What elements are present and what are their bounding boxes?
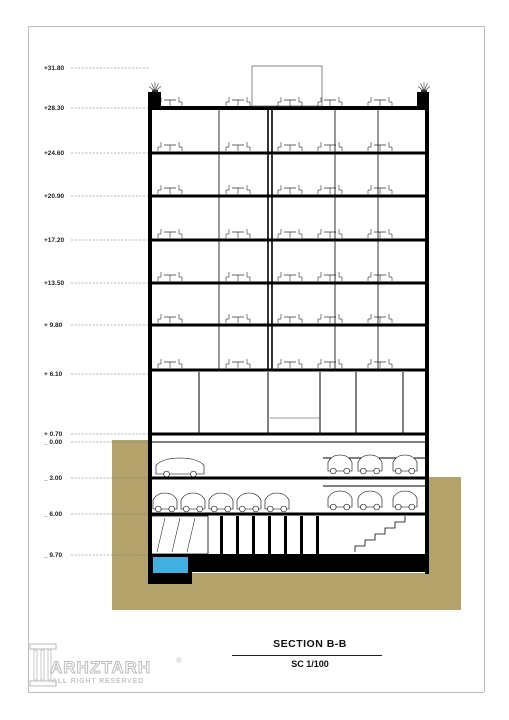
title-underline (232, 655, 382, 656)
table-chairs-icon (368, 142, 392, 151)
chair (389, 272, 392, 281)
chair (318, 97, 321, 106)
car-icon (156, 458, 204, 477)
elevation-label: + 9.80 (44, 322, 63, 330)
left-wall (148, 92, 152, 574)
glass-panel-line (172, 518, 180, 552)
parapet-left (149, 92, 161, 107)
basement-column (236, 516, 239, 554)
car-icon (209, 493, 233, 512)
floor-slab (150, 369, 427, 372)
basement-column (316, 516, 319, 554)
car-wheel (253, 506, 259, 512)
chair (226, 142, 229, 151)
section-title: SECTION B-B (273, 638, 347, 650)
chair (247, 229, 250, 238)
plant-icon (149, 82, 161, 92)
chair (278, 359, 281, 368)
table-chairs-icon (368, 359, 392, 368)
floor-slab (150, 239, 427, 242)
plant-pot (152, 90, 158, 92)
chair (278, 142, 281, 151)
chair (278, 97, 281, 106)
chair (368, 314, 371, 323)
chair (247, 185, 250, 194)
car-wheel (197, 506, 203, 512)
elevation-label: _ 6.00 (44, 511, 63, 519)
chair (368, 142, 371, 151)
chair (179, 314, 182, 323)
chair (389, 314, 392, 323)
elevation-label: +31.80 (44, 65, 65, 73)
floor-slab (150, 152, 427, 155)
chair (179, 359, 182, 368)
chair (339, 142, 342, 151)
elevation-label: _ 0.00 (44, 439, 63, 447)
floor-slab (150, 477, 427, 480)
table-chairs-icon (278, 229, 302, 238)
chair (299, 272, 302, 281)
chair (158, 314, 161, 323)
car-body (156, 458, 204, 474)
table-chairs-icon (318, 97, 342, 106)
car-wheel (395, 468, 401, 474)
chair (389, 142, 392, 151)
car-wheel (360, 504, 366, 510)
chair (158, 142, 161, 151)
car-wheel (239, 506, 245, 512)
table-chairs-icon (226, 229, 250, 238)
chair (318, 185, 321, 194)
chair (368, 97, 371, 106)
table-chairs-icon (158, 185, 182, 194)
table-chairs-icon (226, 185, 250, 194)
chair (226, 229, 229, 238)
table-chairs-icon (318, 314, 342, 323)
elevation-label: +28.30 (44, 105, 65, 113)
right-wall (425, 92, 429, 574)
table-chairs-icon (158, 359, 182, 368)
chair (158, 272, 161, 281)
plant-icon (418, 82, 430, 92)
car-icon (393, 491, 417, 510)
chair (299, 229, 302, 238)
chair (179, 272, 182, 281)
chair (299, 97, 302, 106)
table-chairs-icon (278, 185, 302, 194)
floor-slab (150, 324, 427, 327)
basement-column (220, 516, 223, 554)
floor-slab (150, 513, 427, 516)
car-wheel (330, 468, 336, 474)
floor-slab (150, 433, 427, 436)
chair (226, 97, 229, 106)
table-chairs-icon (278, 97, 302, 106)
car-wheel (374, 504, 380, 510)
table-chairs-icon (158, 272, 182, 281)
table-chairs-icon (368, 229, 392, 238)
chair (339, 185, 342, 194)
car-icon (153, 493, 177, 512)
car-wheel (330, 504, 336, 510)
soil-right (427, 477, 461, 573)
chair (318, 272, 321, 281)
chair (299, 314, 302, 323)
chair (299, 142, 302, 151)
basement-column (300, 516, 303, 554)
chair (179, 229, 182, 238)
table-chairs-icon (158, 142, 182, 151)
elevation-label: +24.60 (44, 150, 65, 158)
car-wheel (344, 468, 350, 474)
chair (339, 359, 342, 368)
chair (389, 97, 392, 106)
chair (339, 97, 342, 106)
chair (247, 97, 250, 106)
chair (179, 142, 182, 151)
chair (226, 359, 229, 368)
table-chairs-icon (368, 97, 392, 106)
car-wheel (281, 506, 287, 512)
table-chairs-icon (226, 359, 250, 368)
watermark-logo (28, 640, 188, 692)
registered-mark: ® (176, 656, 182, 665)
chair (389, 359, 392, 368)
chair (226, 314, 229, 323)
elevation-label: +13.50 (44, 280, 65, 288)
chair (368, 272, 371, 281)
car-wheel (395, 504, 401, 510)
table-chairs-icon (278, 359, 302, 368)
drawing-scale: SC 1/100 (291, 659, 329, 669)
chair (278, 314, 281, 323)
chair (339, 229, 342, 238)
table-chairs-icon (226, 314, 250, 323)
car-icon (265, 493, 289, 512)
car-wheel (360, 468, 366, 474)
soil-bottom (149, 573, 461, 610)
table-chairs-icon (318, 229, 342, 238)
chair (389, 229, 392, 238)
car-icon (237, 493, 261, 512)
chair (318, 314, 321, 323)
soil-left (112, 440, 149, 610)
car-icon (328, 455, 352, 474)
table-chairs-icon (158, 314, 182, 323)
table-chairs-icon (368, 185, 392, 194)
title-block (220, 636, 400, 672)
watermark-name: ARHZTARH (50, 658, 152, 677)
car-wheel (409, 468, 415, 474)
table-chairs-icon (318, 272, 342, 281)
table-chairs-icon (278, 314, 302, 323)
table-chairs-icon (318, 359, 342, 368)
car-icon (393, 455, 417, 474)
car-wheel (225, 506, 231, 512)
table-chairs-icon (226, 272, 250, 281)
car-wheel (409, 504, 415, 510)
chair (318, 229, 321, 238)
table-chairs-icon (318, 142, 342, 151)
chair (226, 272, 229, 281)
car-wheel (155, 506, 161, 512)
floor-slab (150, 282, 427, 285)
parapet-right (417, 92, 428, 107)
watermark-subtitle: ALL RIGHT RESERVED (52, 678, 144, 685)
car-wheel (191, 471, 197, 477)
basement-column (284, 516, 287, 554)
table-chairs-icon (368, 314, 392, 323)
chair (299, 359, 302, 368)
chair (158, 229, 161, 238)
chair (299, 185, 302, 194)
chair (389, 185, 392, 194)
chair (368, 229, 371, 238)
chair (318, 359, 321, 368)
car-icon (358, 455, 382, 474)
car-wheel (164, 471, 170, 477)
chair (158, 359, 161, 368)
chair (368, 359, 371, 368)
chair (339, 314, 342, 323)
chair (247, 142, 250, 151)
car-wheel (169, 506, 175, 512)
car-wheel (211, 506, 217, 512)
chair (368, 185, 371, 194)
car-icon (328, 491, 352, 510)
glass-panel-line (157, 518, 165, 552)
chair (158, 185, 161, 194)
chair (179, 185, 182, 194)
car-wheel (267, 506, 273, 512)
car-wheel (374, 468, 380, 474)
elevation-label: +20.90 (44, 193, 65, 201)
car-icon (181, 493, 205, 512)
elevation-label: _ 3.00 (44, 475, 63, 483)
glass-panel-line (187, 518, 195, 552)
plant-pot (421, 90, 427, 92)
chair (179, 97, 182, 106)
chair (226, 185, 229, 194)
car-wheel (183, 506, 189, 512)
car-wheel (344, 504, 350, 510)
chair (247, 314, 250, 323)
chair (318, 142, 321, 151)
parked-cars (153, 455, 417, 512)
chair (278, 229, 281, 238)
table-chairs-icon (226, 142, 250, 151)
chair (278, 272, 281, 281)
table-chairs-icon (278, 272, 302, 281)
table-chairs-icon (278, 142, 302, 151)
floor-slab (150, 106, 427, 110)
table-chairs-icon (158, 229, 182, 238)
floor-slab (150, 195, 427, 198)
chair (247, 272, 250, 281)
pool-water (153, 557, 188, 573)
table-chairs-icon (318, 185, 342, 194)
elevation-label: + 0.70 (44, 431, 63, 439)
chair (339, 272, 342, 281)
table-chairs-icon (158, 97, 182, 106)
table-chairs-icon (368, 272, 392, 281)
elevation-label: + 6.10 (44, 371, 63, 379)
elevation-label: _ 9.70 (44, 552, 63, 560)
car-icon (358, 491, 382, 510)
elevation-label: +17.20 (44, 237, 65, 245)
chair (247, 359, 250, 368)
staircase (355, 516, 405, 552)
table-chairs-icon (226, 97, 250, 106)
basement-column (252, 516, 255, 554)
chair (278, 185, 281, 194)
basement-column (268, 516, 271, 554)
